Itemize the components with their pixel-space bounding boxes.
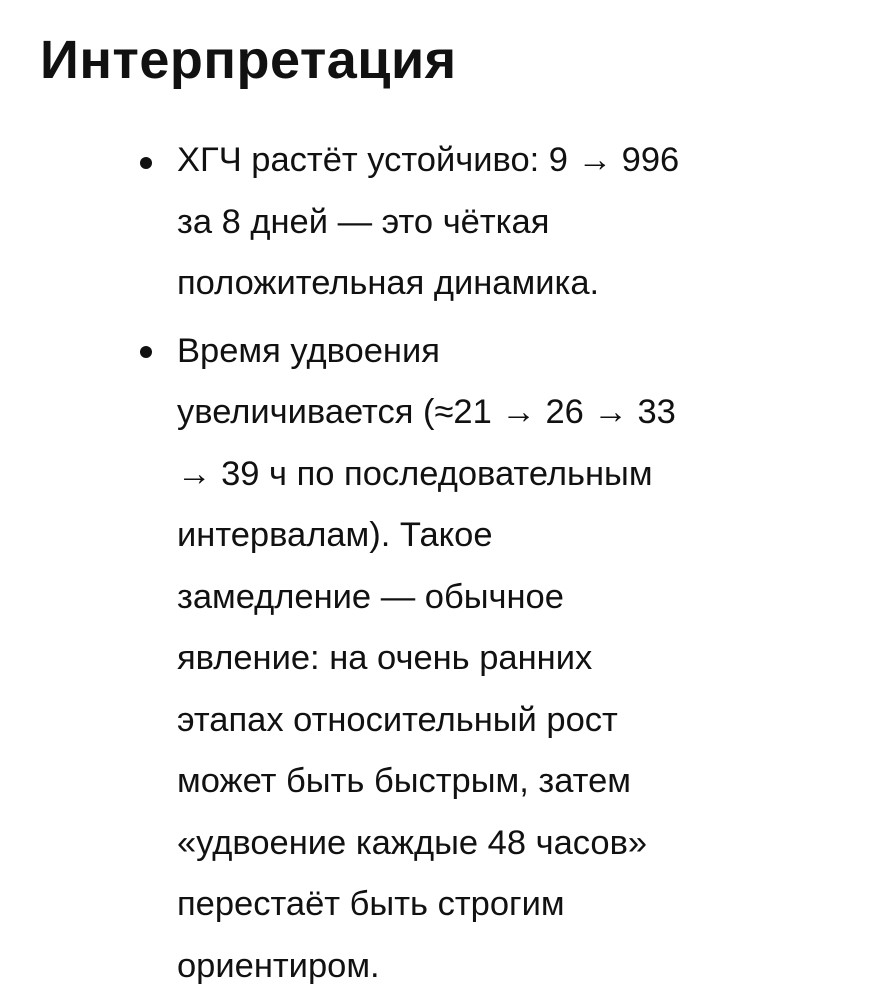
bullet-item-hcg-growth [0,130,679,315]
text-line: ориентиром. [177,946,380,985]
text-line: «удвоение каждые 48 часов» [177,823,648,862]
text-line: за 8 дней — это чёткая [177,202,550,241]
text-line: → 39 ч по последовательным [177,454,653,493]
text-line: перестаёт быть строгим [177,885,565,923]
bullet-text [0,130,679,315]
bullet-list [0,130,679,997]
bullet-text [0,321,679,998]
text-line: может быть быстрым, затем [177,762,631,800]
bullet-dot-icon [140,346,152,358]
text-line: замедление — обычное [177,577,564,616]
bullet-item-doubling-time [0,321,679,998]
text-line: интервалам). Такое [177,516,493,554]
text-line: положительная динамика. [177,264,600,302]
text-line: увеличивается (≈21 → 26 → 33 [177,393,676,431]
text-line: ХГЧ растёт устойчиво: 9 → 996 [177,141,680,179]
bullet-dot-icon [140,157,152,169]
text-line: явление: на очень ранних [177,639,593,677]
text-line: Время удвоения [177,331,440,370]
text-line: этапах относительный рост [177,700,618,739]
section-heading: Интерпретация [40,30,457,90]
